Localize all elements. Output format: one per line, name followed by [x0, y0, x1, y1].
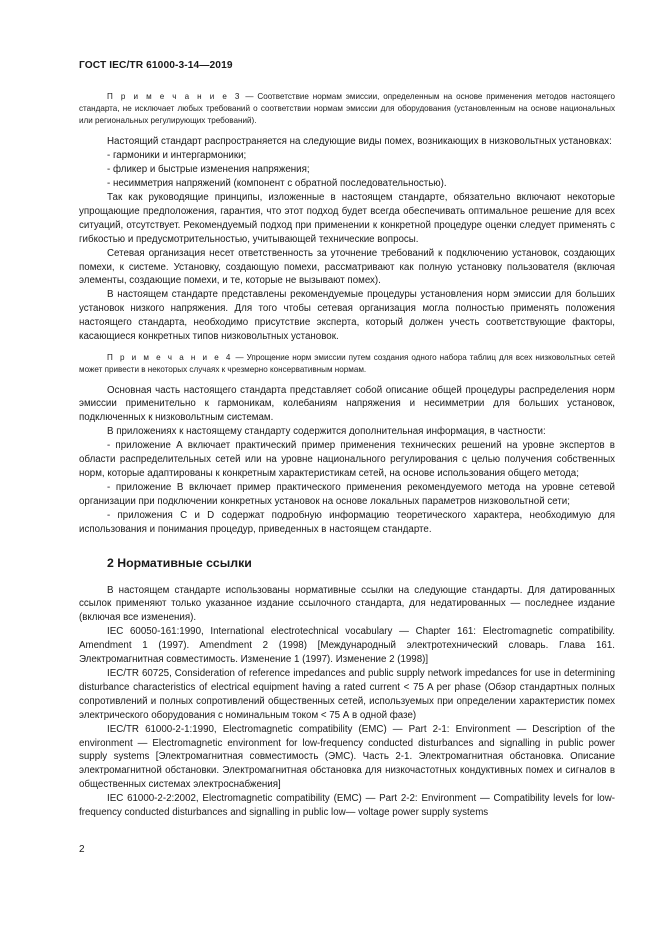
list-item-flicker: - фликер и быстрые изменения напряжения; [107, 164, 310, 176]
page-number: 2 [79, 844, 85, 855]
list-item-annex-b: - приложение В включает пример практического применения рекомендуемого метода на уровне сетевой организации при подключении конкретных установок на основе локальных параметров низковольтной сети; [79, 481, 615, 507]
paragraph-network-operator: Сетевая организация несет ответственность за уточнение требований к подключению установок, создающих помехи, к системе. Установку, создающую помехи, рассматривают как полную установку пользователя (включая элементы, создающие помехи, и те, которые не вызывают помех). [79, 247, 615, 287]
page-content [79, 91, 615, 820]
reference-iec-tr-60725: IEC/TR 60725, Consideration of reference impedances and public supply network impedances for use in determining disturbance characteristics of electrical equipment having a rated current < 75 A per phase (Обзор стандартных полных сопротивлений и полных сопротивлений общественных сетей, используемых при определении характеристик помех электрического оборудования с номинальным током < 75 А в одной фазе) [79, 667, 615, 721]
note-4-label: П р и м е ч а н и е 4 [107, 352, 233, 362]
note-3-text: — Соответствие нормам эмиссии, определенным на основе применения методов настоящего стандарта, не исключает любых требований о соответствии нормам эмиссии для оборудования (установленным на основе национальных или региональных регулирующих требований). [79, 92, 615, 125]
paragraph-annexes-intro: В приложениях к настоящему стандарту содержится дополнительная информация, в частности: [107, 426, 546, 438]
list-item-unbalance: - несимметрия напряжений (компонент с обратной последовательностью). [107, 178, 447, 190]
section-2-heading: 2 Нормативные ссылки [107, 555, 252, 570]
list-item-annex-a: - приложение А включает практический пример применения технических решений на уровне экспертов в области распределительных сетей или на уровне национального регулирования с целью получения собственных норм, которые адаптированы к конкретным характеристикам сетей, на основе использования общего метода; [79, 440, 615, 480]
list-item-annex-c-d: - приложения С и D содержат подробную информацию теоретического характера, необходимую для использования и понимания процедур, приведенных в настоящем стандарте. [79, 509, 615, 535]
note-4 [79, 352, 615, 376]
paragraph-guidelines: Так как руководящие принципы, изложенные в настоящем стандарте, обязательно включают некоторые упрощающие предположения, гарантия, что этот подход будет всегда обеспечивать оптимальное решение для всех ситуаций, отсутствует. Рекомендуемый подход при применении к конкретной процедуре оценки следует применять с гибкостью и предусмотрительностью, учитывающей технические вопросы. [79, 192, 615, 245]
page-header-standard-id: ГОСТ IEC/TR 61000-3-14—2019 [79, 60, 233, 71]
intro-paragraph: Настоящий стандарт распространяется на следующие виды помех, возникающих в низковольтных установках: [107, 136, 612, 148]
reference-iec-61000-2-2: IEC 61000-2-2:2002, Electromagnetic compatibility (EMC) — Part 2-2: Environment — Compatibility levels for low-frequency conducted disturbances and signalling in public low— voltage power supply systems [79, 793, 615, 819]
reference-iec-tr-61000-2-1: IEC/TR 61000-2-1:1990, Electromagnetic compatibility (EMC) — Part 2-1: Environment — Description of the environment — Electromagnetic environment for low-frequency conducted disturbances and signalling in public power supply systems [Электромагнитная совместимость (ЭМС). Часть 2-1. Электромагнитная обстановка. Описание электромагнитной обстановки. Электромагнитная обстановка для низкочастотных кондуктивных помех и сигналов в общественных системах электроснабжения] [79, 723, 615, 791]
list-item-harmonics: - гармоники и интергармоники; [107, 150, 247, 162]
note-3-label: П р и м е ч а н и е 3 [107, 92, 242, 101]
note-4-text: — Упрощение норм эмиссии путем создания одного набора таблиц для всех низковольтных сетей может привести в некоторых случаях к чрезмерно консервативным нормам. [79, 352, 615, 374]
note-3 [79, 91, 615, 126]
paragraph-procedures: В настоящем стандарте представлены рекомендуемые процедуры установления норм эмиссии для больших установок низкого напряжения. Для того чтобы сетевая организация могла полностью применять положения настоящего стандарта, необходимо присутствие эксперта, который должен учесть соответствующие факторы, касающиеся конкретных типов низковольтных установок. [79, 289, 615, 343]
paragraph-main-part: Основная часть настоящего стандарта представляет собой описание общей процедуры распределения норм эмиссии применительно к гармоникам, колебаниям напряжения и несимметрии для больших установок, подключенных к низковольтным системам. [79, 384, 615, 424]
reference-iec-60050-161: IEC 60050-161:1990, International electrotechnical vocabulary — Chapter 161: Electromagnetic compatibility. Amendment 1 (1997). Amendment 2 (1998) [Международный электротехнический словарь. Глава 161. Электромагнитная совместимость. Изменение 1 (1997). Изменение 2 (1998)] [79, 626, 615, 666]
section-2-intro: В настоящем стандарте использованы нормативные ссылки на следующие стандарты. Для датированных ссылок применяют только указанное издание ссылочного стандарта, для недатированных — последнее издание (включая все изменения). [79, 584, 615, 624]
